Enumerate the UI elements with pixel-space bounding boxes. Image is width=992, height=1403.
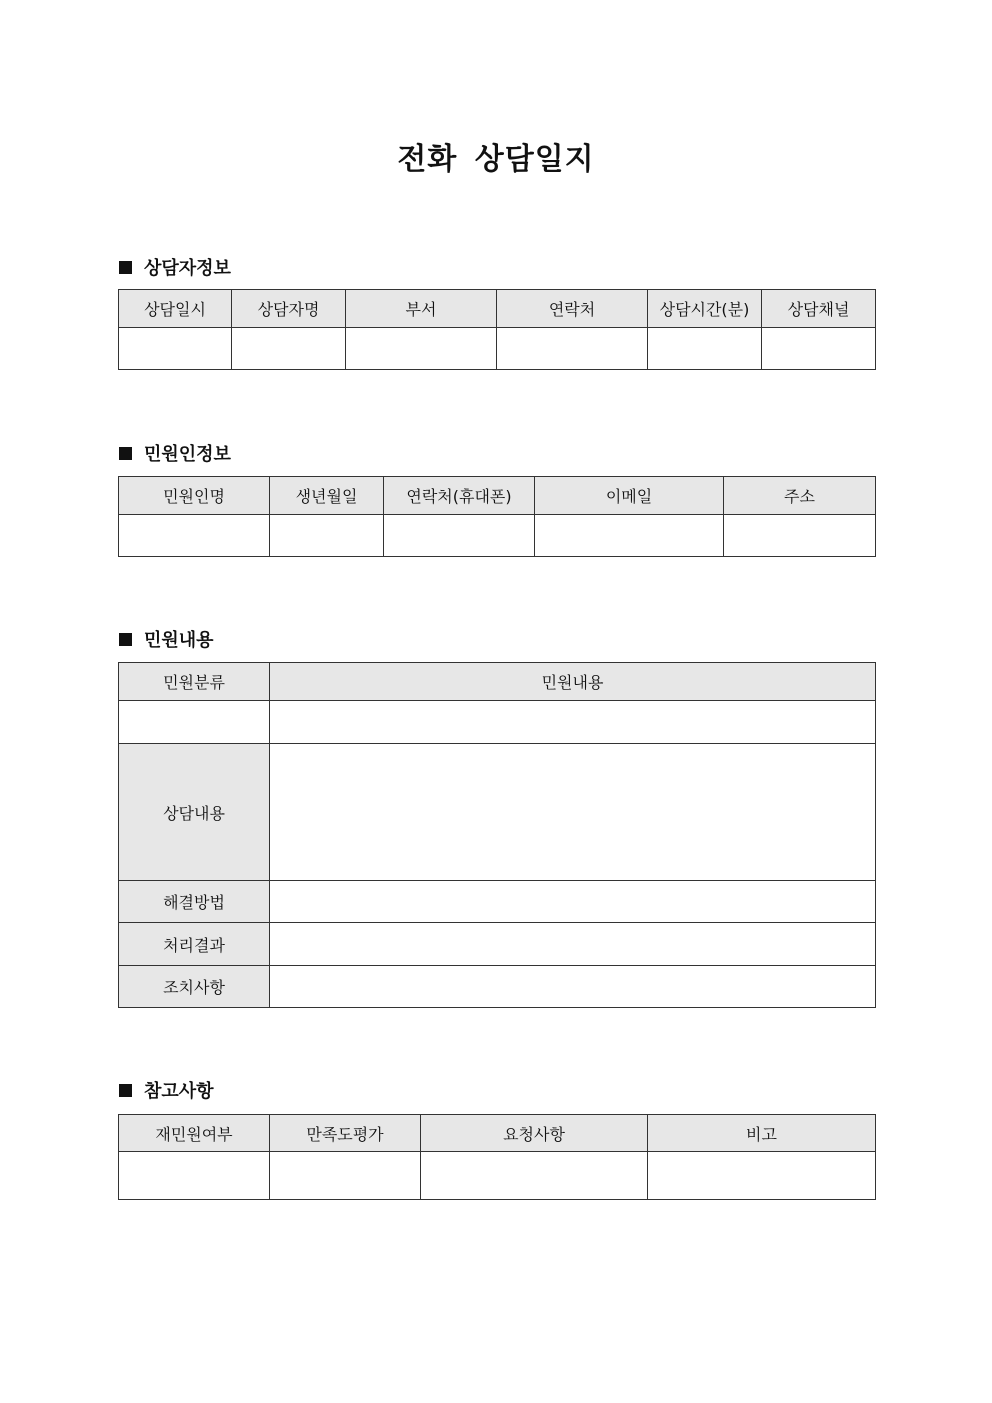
requests-cell[interactable] <box>421 1152 648 1200</box>
table-header-row <box>119 1115 876 1152</box>
section-heading-content <box>119 626 214 652</box>
consult-minutes-cell[interactable] <box>648 328 762 370</box>
counselor-name-cell[interactable] <box>232 328 346 370</box>
mobile-cell[interactable] <box>384 515 535 557</box>
header-complaint-category: 민원분류 <box>119 663 270 701</box>
square-bullet-icon <box>119 1084 132 1097</box>
header-birthdate: 생년월일 <box>270 477 384 515</box>
table-header-row <box>119 290 876 328</box>
section-heading-label: 상담자정보 <box>144 258 231 279</box>
address-cell[interactable] <box>724 515 876 557</box>
header-address: 주소 <box>724 477 876 515</box>
table-header-row <box>119 477 876 515</box>
action-label: 조치사항 <box>119 966 270 1008</box>
header-email: 이메일 <box>535 477 724 515</box>
header-counselor-name: 상담자명 <box>232 290 346 328</box>
header-repeat-complaint: 재민원여부 <box>119 1115 270 1152</box>
satisfaction-cell[interactable] <box>270 1152 421 1200</box>
complaint-content-table <box>118 662 876 1008</box>
complainant-info-table <box>118 476 876 557</box>
consult-content-label: 상담내용 <box>119 744 270 881</box>
remarks-cell[interactable] <box>648 1152 876 1200</box>
section-heading-counselor <box>119 254 231 280</box>
header-consult-minutes: 상담시간(분) <box>648 290 762 328</box>
birthdate-cell[interactable] <box>270 515 384 557</box>
complainant-name-cell[interactable] <box>119 515 270 557</box>
header-remarks: 비고 <box>648 1115 876 1152</box>
result-label: 처리결과 <box>119 923 270 966</box>
email-cell[interactable] <box>535 515 724 557</box>
header-satisfaction: 만족도평가 <box>270 1115 421 1152</box>
consult-datetime-cell[interactable] <box>119 328 232 370</box>
section-heading-reference <box>119 1077 214 1103</box>
table-input-row <box>119 701 876 744</box>
repeat-complaint-cell[interactable] <box>119 1152 270 1200</box>
header-complainant-name: 민원인명 <box>119 477 270 515</box>
header-consult-datetime: 상담일시 <box>119 290 232 328</box>
consult-content-row <box>119 744 876 881</box>
header-mobile: 연락처(휴대폰) <box>384 477 535 515</box>
counselor-info-table <box>118 289 876 370</box>
solution-cell[interactable] <box>270 881 876 923</box>
section-heading-label: 민원인정보 <box>144 444 231 465</box>
consult-content-cell[interactable] <box>270 744 876 881</box>
action-cell[interactable] <box>270 966 876 1008</box>
consult-channel-cell[interactable] <box>762 328 876 370</box>
square-bullet-icon <box>119 633 132 646</box>
result-cell[interactable] <box>270 923 876 966</box>
header-contact: 연락처 <box>497 290 648 328</box>
solution-label: 해결방법 <box>119 881 270 923</box>
section-heading-label: 참고사항 <box>144 1081 214 1102</box>
complaint-content-cell[interactable] <box>270 701 876 744</box>
square-bullet-icon <box>119 447 132 460</box>
table-input-row <box>119 515 876 557</box>
header-complaint-content: 민원내용 <box>270 663 876 701</box>
table-input-row <box>119 1152 876 1200</box>
result-row <box>119 923 876 966</box>
page-title: 전화 상담일지 <box>397 142 595 177</box>
department-cell[interactable] <box>346 328 497 370</box>
table-input-row <box>119 328 876 370</box>
solution-row <box>119 881 876 923</box>
header-consult-channel: 상담채널 <box>762 290 876 328</box>
header-department: 부서 <box>346 290 497 328</box>
section-heading-label: 민원내용 <box>144 630 214 651</box>
complaint-category-cell[interactable] <box>119 701 270 744</box>
contact-cell[interactable] <box>497 328 648 370</box>
square-bullet-icon <box>119 261 132 274</box>
header-requests: 요청사항 <box>421 1115 648 1152</box>
action-row <box>119 966 876 1008</box>
section-heading-complainant <box>119 440 231 466</box>
reference-table <box>118 1114 876 1200</box>
table-header-row <box>119 663 876 701</box>
